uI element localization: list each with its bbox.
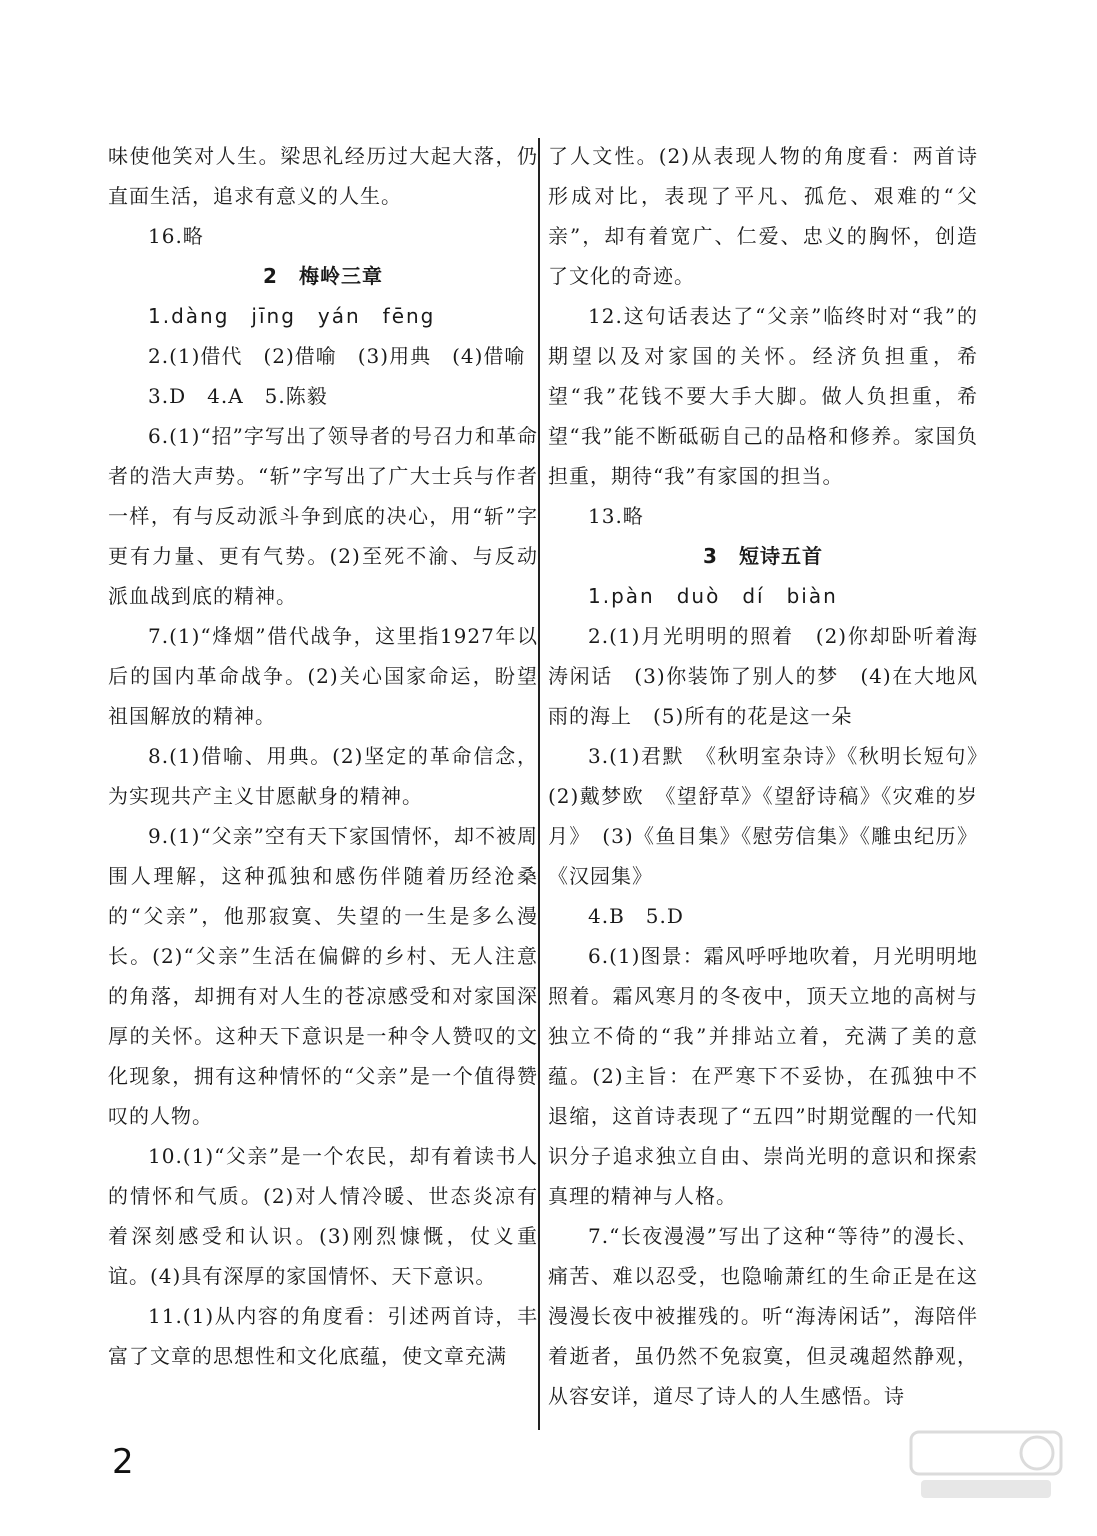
answer-12: 12.这句话表达了“父亲”临终时对“我”的期望以及对家国的关怀。经济负担重，希望“我”花钱不要大手大脚。做人负担重，希望“我”能不断砥砺自己的品格和修养。家国负担重，期待“我”有家国的担当。 (548, 304, 978, 488)
answer-9: 9.(1)“父亲”空有天下家国情怀，却不被周围人理解，这种孤独和感伤伴随着历经沧桑的“父亲”，他那寂寞、失望的一生是多么漫长。(2)“父亲”生活在偏僻的乡村、无人注意的角落，却拥有对人生的苍凉感受和对家国深厚的关怀。这种天下意识是一种令人赞叹的文化现象，拥有这种情怀的“父亲”是一个值得赞叹的人物。 (108, 824, 538, 1128)
answer-4-5: 4.B 5.D (588, 904, 684, 928)
answer-7: 7.(1)“烽烟”借代战争，这里指1927年以后的国内革命战争。(2)关心国家命运，盼望祖国解放的精神。 (108, 624, 538, 728)
watermark-logo-icon (907, 1426, 1067, 1506)
answer-3-5: 3.D 4.A 5.陈毅 (148, 384, 328, 408)
answer-10: 10.(1)“父亲”是一个农民，却有着读书人的情怀和气质。(2)对人情冷暖、世态炎凉有着深刻感受和认识。(3)刚烈慷慨，仗义重谊。(4)具有深厚的家国情怀、天下意识。 (108, 1144, 538, 1288)
answer-3: 3.(1)君默 《秋明室杂诗》《秋明长短句》 (2)戴梦欧 《望舒草》《望舒诗稿》《灾难的岁月》 (3)《鱼目集》《慰劳信集》《雕虫纪历》《汉园集》 (548, 744, 999, 888)
answer-11: 11.(1)从内容的角度看：引述两首诗，丰富了文章的思想性和文化底蕴，使文章充满 (108, 1304, 538, 1368)
answer-8: 8.(1)借喻、用典。(2)坚定的革命信念，为实现共产主义甘愿献身的精神。 (108, 744, 538, 808)
section-heading-3: 3 短诗五首 (703, 544, 823, 568)
answer-6: 6.(1)“招”字写出了领导者的号召力和革命者的浩大声势。“斩”字写出了广大士兵与作者一样，有与反动派斗争到底的决心，用“斩”字更有力量、更有气势。(2)至死不渝、与反动派血战到底的精神。 (108, 424, 538, 608)
column-divider (538, 138, 540, 1430)
left-column (108, 136, 538, 1376)
answer-6: 6.(1)图景：霜风呼呼地吹着，月光明明地照着。霜风寒月的冬夜中，顶天立地的高树与独立不倚的“我”并排站立着，充满了美的意蕴。(2)主旨：在严寒下不妥协，在孤独中不退缩，这首诗表现了“五四”时期觉醒的一代知识分子追求独立自由、崇尚光明的意识和探索真理的精神与人格。 (548, 944, 978, 1208)
answer-2: 2.(1)月光明明的照着 (2)你却卧听着海涛闲话 (3)你装饰了别人的梦 (4)在大地风雨的海上 (5)所有的花是这一朵 (548, 624, 978, 728)
answer-2: 2.(1)借代 (2)借喻 (3)用典 (4)借喻 (148, 344, 526, 368)
answer-1-pinyin: 1.dàng jīng yán fēng (148, 304, 436, 328)
answer-13: 13.略 (588, 504, 644, 528)
answer-7: 7.“长夜漫漫”写出了这种“等待”的漫长、痛苦、难以忍受，也隐喻萧红的生命正是在这漫漫长夜中被摧残的。听“海涛闲话”，海陪伴着逝者，虽仍然不免寂寞，但灵魂超然静观，从容安详，道尽了诗人的人生感悟。诗 (548, 1224, 978, 1408)
right-column (548, 136, 999, 1416)
answer-11-cont: 了人文性。(2)从表现人物的角度看：两首诗形成对比，表现了平凡、孤危、艰难的“父亲”，却有着宽广、仁爱、忠义的胸怀，创造了文化的奇迹。 (548, 144, 978, 288)
answer-16: 16.略 (148, 224, 204, 248)
answer-paragraph: 味使他笑对人生。梁思礼经历过大起大落，仍直面生活，追求有意义的人生。 (108, 144, 538, 208)
page-number: 2 (112, 1442, 134, 1482)
section-heading-2: 2 梅岭三章 (263, 264, 383, 288)
answer-1-pinyin: 1.pàn duò dí biàn (588, 584, 838, 608)
